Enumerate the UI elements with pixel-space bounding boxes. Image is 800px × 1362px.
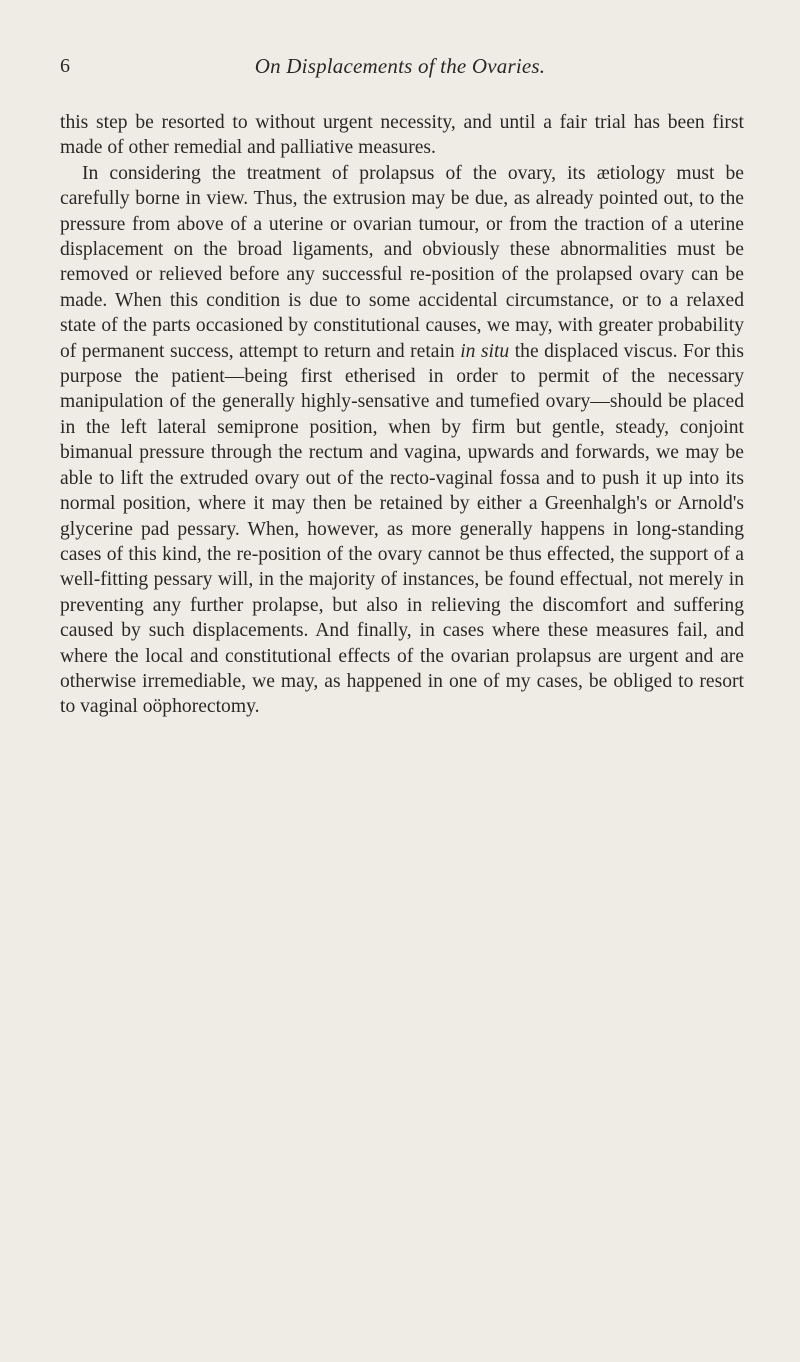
italic-phrase-in-situ: in situ <box>460 340 510 362</box>
paragraph-treatment-text-b: the displaced viscus. For this purpose the patient—being first etherised in order to permit of the necessary manipulation of the generally highly-sensative and tumefied ovary—should be placed in the left lateral semiprone position, when by firm but gentle, steady, conjoint bimanual pressure through the rectum and vagina, upwards and forwards, we may be able to lift the extruded ovary out of the recto-vaginal fossa and to push it up into its normal position, where it may then be retained by either a Greenhalgh's or Arnold's glycerine pad pessary. When, however, as more generally happens in long-standing cases of this kind, the re-position of the ovary cannot be thus effected, the support of a well-fitting pessary will, in the majority of instances, be found effectual, not merely in preventing any further prolapse, but also in relieving the discomfort and suffering caused by such displacements. And finally, in cases where these measures fail, and where the local and constitutional effects of the ovarian prolapsus are urgent and are otherwise irremediable, we may, as happened in one of my cases, be obliged to resort to vaginal oöphorectomy. <box>60 340 744 718</box>
paragraph-continuation <box>60 110 744 161</box>
running-title: On Displacements of the Ovaries. <box>254 54 546 78</box>
paragraph-continuation-text: this step be resorted to without urgent necessity, and until a fair trial has been first made of other remedial and palliative measures. <box>60 112 744 159</box>
paragraph-treatment <box>60 161 744 720</box>
body-text <box>60 110 744 720</box>
page-number: 6 <box>60 55 70 77</box>
paragraph-treatment-text-a: In considering the treatment of prolapsus of the ovary, its ætiology must be carefully borne in view. Thus, the extrusion may be due, as already pointed out, to the pressure from above of a uterine or ovarian tumour, or from the traction of a uterine displacement on the broad ligaments, and obviously these abnormalities must be removed or relieved before any successful re-position of the prolapsed ovary can be made. When this condition is due to some accidental circumstance, or to a relaxed state of the parts occasioned by constitutional causes, we may, with greater probability of permanent success, attempt to return and retain <box>60 162 744 362</box>
